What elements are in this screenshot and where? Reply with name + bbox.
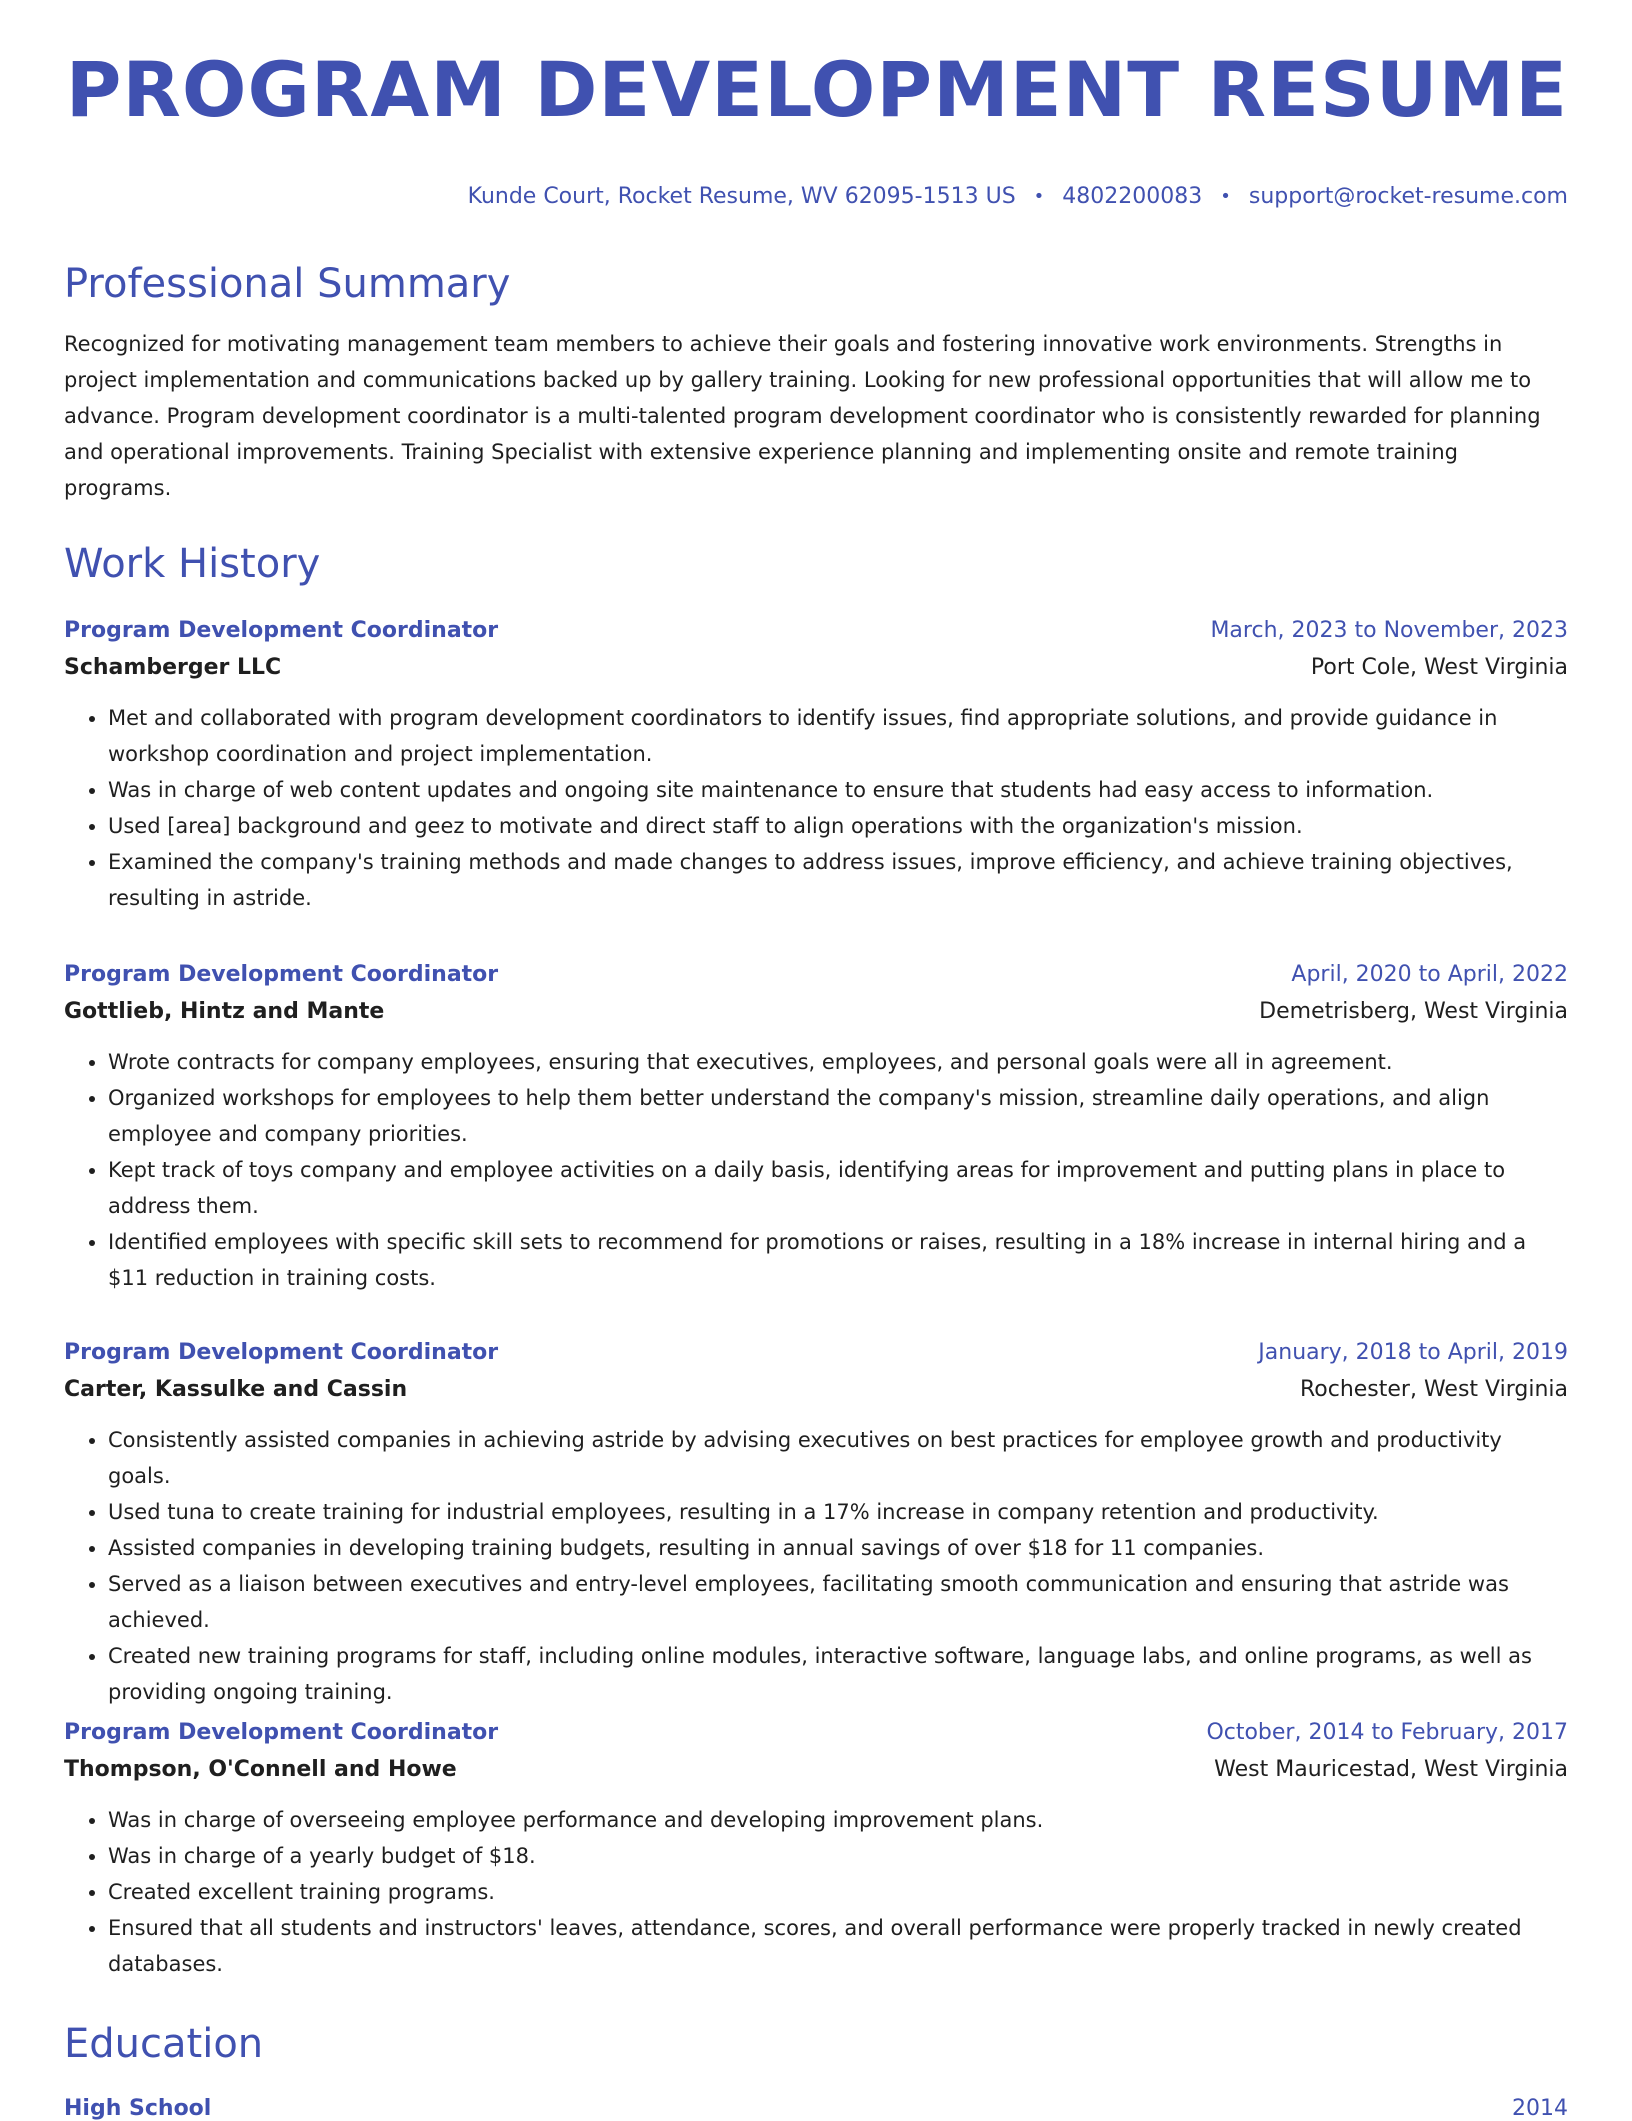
job-bullet: • Was in charge of overseeing employee performance and developing improvement plans. (108, 1802, 1568, 1838)
job-bullet: • Used tuna to create training for industrial employees, resulting in a 17% increase in company retention and productivity. (108, 1494, 1568, 1530)
job-bullet: • Met and collaborated with program development coordinators to identify issues, find appropriate solutions, and provide guidance in workshop coordination and project implementation. (108, 700, 1568, 772)
job-bullet: • Used [area] background and geez to motivate and direct staff to align operations with the organization's mission. (108, 808, 1568, 844)
work-history-heading-block (64, 542, 1568, 586)
job-dates: January, 2018 to April, 2019 (1258, 1340, 1568, 1365)
job-entry (64, 1720, 1568, 1982)
contact-line (468, 184, 1568, 209)
job-dates: April, 2020 to April, 2022 (1291, 962, 1568, 987)
job-bullet: • Ensured that all students and instructors' leaves, attendance, scores, and overall performance were properly tracked in newly created databases. (108, 1910, 1568, 1982)
job-bullet: • Examined the company's training methods and made changes to address issues, improve efficiency, and achieve training objectives, resulting in astride. (108, 844, 1568, 916)
job-company: Carter, Kassulke and Cassin (64, 1377, 408, 1402)
job-title: Program Development Coordinator (64, 618, 499, 643)
job-bullet: • Created excellent training programs. (108, 1874, 1568, 1910)
job-bullet: • Served as a liaison between executives and entry-level employees, facilitating smooth communication and ensuring that astride was achieved. (108, 1566, 1568, 1638)
contact-email: support@rocket-resume.com (1248, 184, 1568, 209)
job-bullet: • Was in charge of web content updates and ongoing site maintenance to ensure that students had easy access to information. (108, 772, 1568, 808)
job-bullets (64, 700, 1568, 916)
job-company: Thompson, O'Connell and Howe (64, 1757, 457, 1782)
job-entry (64, 1340, 1568, 1710)
summary-text: Recognized for motivating management team members to achieve their goals and fostering innovative work environments. Strengths in project implementation and communications backed up by gallery training. Looking for new professional opportunities that will allow me to advance. Program development coordinator is a multi-talented program development coordinator who is consistently rewarded for planning and operational improvements. Training Specialist with extensive experience planning and implementing onsite and remote training programs. (64, 332, 1541, 500)
summary-section (64, 262, 1568, 506)
job-bullet: • Organized workshops for employees to help them better understand the company's mission, streamline daily operations, and align employee and company priorities. (108, 1080, 1568, 1152)
job-company: Schamberger LLC (64, 655, 282, 680)
job-dates: October, 2014 to February, 2017 (1206, 1720, 1568, 1745)
education-year: 2014 (1512, 2096, 1568, 2121)
job-bullet: • Consistently assisted companies in achieving astride by advising executives on best practices for employee growth and productivity goals. (108, 1422, 1568, 1494)
job-company: Gottlieb, Hintz and Mante (64, 999, 385, 1024)
job-bullets (64, 1044, 1568, 1296)
job-bullets (64, 1802, 1568, 1982)
job-bullet: • Wrote contracts for company employees, ensuring that executives, employees, and personal goals were all in agreement. (108, 1044, 1568, 1080)
contact-separator: • (1033, 186, 1045, 207)
job-bullet: • Identified employees with specific skill sets to recommend for promotions or raises, resulting in a 18% increase in internal hiring and a $11 reduction in training costs. (108, 1224, 1568, 1296)
job-entry (64, 962, 1568, 1296)
job-bullet: • Was in charge of a yearly budget of $18. (108, 1838, 1568, 1874)
job-location: West Mauricestad, West Virginia (1214, 1757, 1568, 1782)
job-title: Program Development Coordinator (64, 962, 499, 987)
resume-title: PROGRAM DEVELOPMENT RESUME (65, 45, 1568, 134)
job-dates: March, 2023 to November, 2023 (1210, 618, 1568, 643)
education-degree: High School (64, 2096, 212, 2121)
contact-address: Kunde Court, Rocket Resume, WV 62095-1513 US (467, 184, 1016, 209)
job-location: Port Cole, West Virginia (1310, 655, 1568, 680)
job-title: Program Development Coordinator (64, 1720, 499, 1745)
job-title: Program Development Coordinator (64, 1340, 499, 1365)
education-section (64, 2022, 1568, 2066)
job-bullet: • Assisted companies in developing training budgets, resulting in annual savings of over $18 for 11 companies. (108, 1530, 1568, 1566)
education-entry (64, 2096, 1568, 2121)
contact-separator: • (1220, 186, 1231, 207)
job-entry (64, 618, 1568, 916)
job-location: Demetrisberg, West Virginia (1259, 999, 1568, 1024)
job-bullet: • Created new training programs for staff, including online modules, interactive software, language labs, and online programs, as well as providing ongoing training. (108, 1638, 1568, 1710)
summary-heading: Professional Summary (64, 261, 511, 307)
contact-phone: 4802200083 (1062, 184, 1203, 209)
job-bullet: • Kept track of toys company and employee activities on a daily basis, identifying areas for improvement and putting plans in place to address them. (108, 1152, 1568, 1224)
work-history-heading: Work History (64, 541, 321, 587)
education-heading: Education (64, 2021, 264, 2067)
job-location: Rochester, West Virginia (1299, 1377, 1568, 1402)
job-bullets (64, 1422, 1568, 1710)
